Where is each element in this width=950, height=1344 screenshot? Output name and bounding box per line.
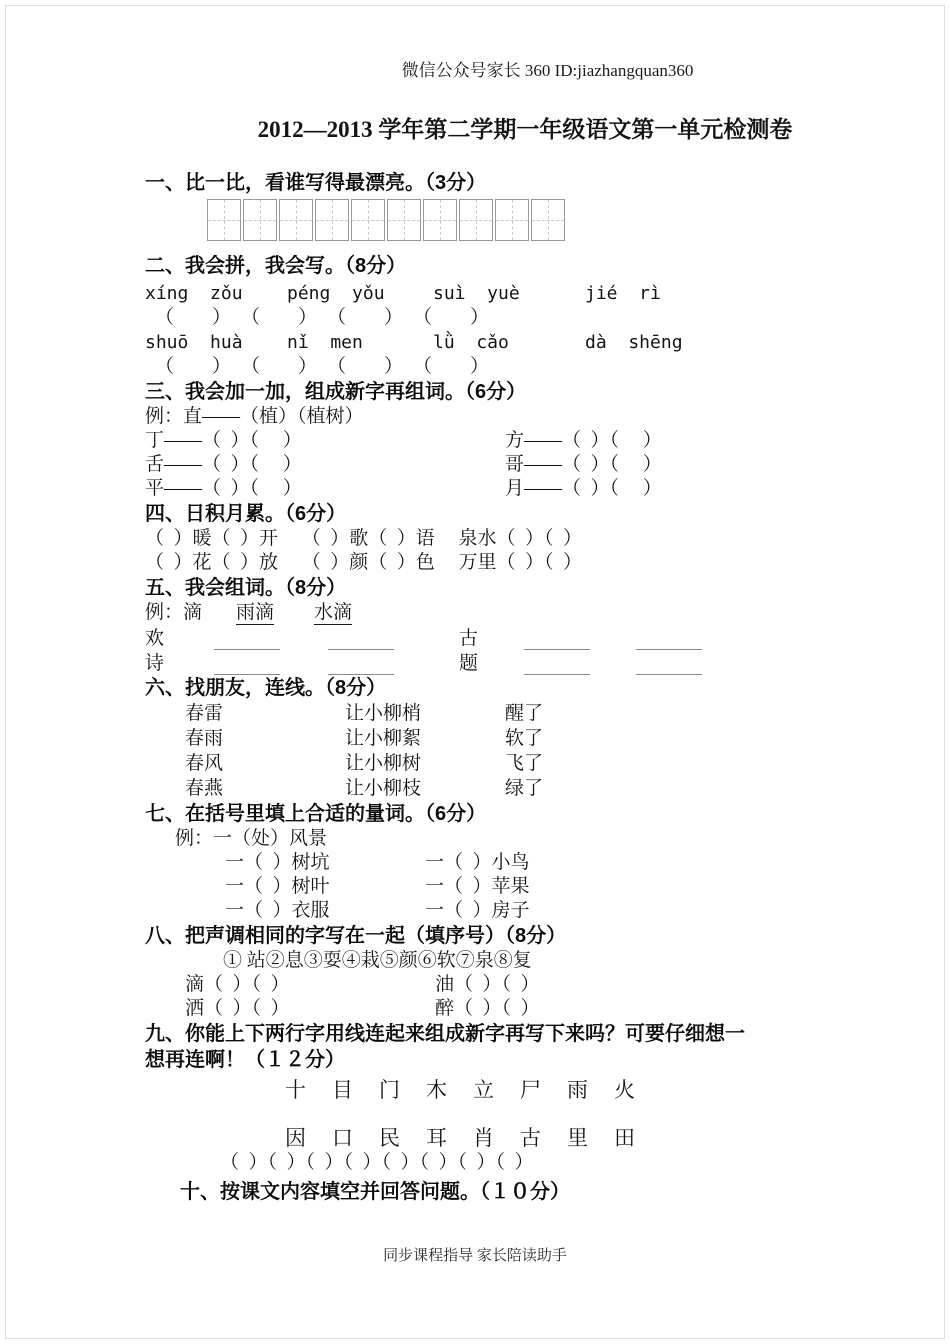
prompt-char: 古 [459, 628, 479, 649]
measure-word-item: 一（ ）树叶 [225, 876, 330, 897]
pinyin-word: suì yuè [433, 283, 520, 304]
page-title: 2012—2013 学年第二学期一年级语文第一单元检测卷 [257, 117, 793, 142]
section8-number-bank: ① 站②息③耍④栽⑤颜⑥软⑦泉⑧复 [223, 950, 532, 971]
match-row [145, 776, 835, 801]
section7-heading: 七、在括号里填上合适的量词。（6分） [145, 803, 487, 825]
section9-heading-line1: 九、你能上下两行字用线连起来组成新字再写下来吗？可要仔细想一 [145, 1023, 745, 1045]
match-right: 飞了 [505, 753, 544, 774]
section7-row [225, 875, 835, 899]
answer-bracket: （ ） [327, 307, 404, 328]
answer-bracket: （ ） [241, 356, 318, 377]
combine-item: 丁——（ ）（ ） [145, 430, 302, 451]
pinyin-word: xíng zǒu [145, 283, 243, 304]
answer-blank [328, 658, 394, 675]
bracket-row-1 [145, 306, 835, 330]
combine-item: 哥——（ ）（ ） [505, 454, 662, 475]
measure-word-item: 一（ ）树坑 [225, 852, 330, 873]
tone-item: 醉（ ）（ ） [435, 998, 540, 1019]
pinyin-word: péng yǒu [287, 283, 385, 304]
pinyin-word: jié rì [585, 283, 661, 304]
section3-row [145, 477, 835, 501]
match-right: 醒了 [505, 703, 544, 724]
tone-item: 洒（ ）（ ） [185, 998, 290, 1019]
combine-item: 方——（ ）（ ） [505, 430, 662, 451]
pinyin-word: shuō huà [145, 332, 243, 353]
section4-line1: （ ）暖（ ）开 （ ）歌（ ）语 泉水（ ）（ ） [145, 528, 583, 549]
match-middle: 让小柳梢 [345, 703, 422, 724]
answer-bracket: （ ） [155, 307, 232, 328]
example-word-underlined: 水滴 [314, 602, 353, 623]
section8-row [185, 997, 835, 1021]
section9-bracket-row: （ ）（ ）（ ）（ ）（ ）（ ）（ ）（ ） [220, 1152, 534, 1173]
match-right: 绿了 [505, 778, 544, 799]
section7-example: 例：一（处）风景 [175, 828, 328, 849]
section3-row [145, 429, 835, 453]
measure-word-item: 一（ ）衣服 [225, 900, 330, 921]
section6-heading: 六、找朋友，连线。（8分） [145, 677, 387, 699]
answer-blank [636, 658, 702, 675]
section4-line2: （ ）花（ ）放 （ ）颜（ ）色 万里（ ）（ ） [145, 552, 583, 573]
writing-grid-cell [279, 199, 313, 241]
answer-blank [328, 633, 394, 650]
match-middle: 让小柳枝 [345, 778, 422, 799]
pinyin-row-1 [145, 281, 835, 306]
section5-example [145, 601, 835, 625]
match-right: 软了 [505, 728, 544, 749]
footer-note: 同步课程指导 家长陪读助手 [383, 1248, 567, 1264]
match-row [145, 751, 835, 776]
writing-grid-cell [423, 199, 457, 241]
section7-row [225, 851, 835, 875]
section8-row [185, 973, 835, 997]
answer-blank [214, 633, 280, 650]
writing-grid-cell [531, 199, 565, 241]
answer-bracket: （ ） [327, 356, 404, 377]
section2-heading: 二、我会拼，我会写。（8分） [145, 255, 407, 277]
section9-heading-line2: 想再连啊！（１２分） [145, 1049, 345, 1071]
match-left: 春雷 [185, 703, 224, 724]
section9-char-row-top: 十 目 门 木 立 尸 雨 火 [285, 1078, 636, 1102]
match-left: 春风 [185, 753, 224, 774]
pinyin-word: dà shēng [585, 332, 683, 353]
section3-example: 例：直——（植）（植树） [145, 406, 364, 427]
writing-grid-cell [495, 199, 529, 241]
combine-item: 平——（ ）（ ） [145, 478, 302, 499]
writing-grid-cell [387, 199, 421, 241]
pinyin-row-2 [145, 330, 835, 355]
answer-bracket: （ ） [241, 307, 318, 328]
section1-heading: 一、比一比，看谁写得最漂亮。（3分） [145, 172, 487, 194]
combine-item: 月——（ ）（ ） [505, 478, 662, 499]
answer-blank [214, 658, 280, 675]
answer-blank [524, 658, 590, 675]
section7-row [225, 899, 835, 923]
measure-word-item: 一（ ）房子 [425, 900, 530, 921]
answer-blank [524, 633, 590, 650]
section5-heading: 五、我会组词。（8分） [145, 577, 347, 599]
prompt-char: 欢 [145, 628, 165, 649]
section5-row [145, 625, 835, 650]
section5-row [145, 650, 835, 675]
match-middle: 让小柳树 [345, 753, 422, 774]
writing-grid-cell [459, 199, 493, 241]
section3-heading: 三、我会加一加，组成新字再组词。（6分） [145, 381, 527, 403]
section8-heading: 八、把声调相同的字写在一起（填序号）（8分） [145, 925, 567, 947]
tone-item: 油（ ）（ ） [435, 974, 540, 995]
writing-grid [207, 199, 835, 241]
answer-bracket: （ ） [413, 307, 490, 328]
example-label: 例：滴 [145, 602, 203, 623]
writing-grid-cell [243, 199, 277, 241]
answer-bracket: （ ） [413, 356, 490, 377]
answer-bracket: （ ） [155, 356, 232, 377]
example-word-underlined: 雨滴 [236, 602, 275, 623]
section10-heading: 十、按课文内容填空并回答问题。（１０分） [180, 1181, 570, 1203]
combine-item: 舌——（ ）（ ） [145, 454, 302, 475]
writing-grid-cell [351, 199, 385, 241]
pinyin-word: lǜ cǎo [433, 332, 509, 353]
measure-word-item: 一（ ）苹果 [425, 876, 530, 897]
answer-blank [636, 633, 702, 650]
pinyin-word: nǐ men [287, 332, 363, 353]
section9-char-row-bottom: 因 口 民 耳 肖 古 里 田 [285, 1126, 636, 1150]
section4-heading: 四、日积月累。（6分） [145, 503, 347, 525]
writing-grid-cell [315, 199, 349, 241]
wechat-header-note: 微信公众号家长 360 ID:jiazhangquan360 [401, 61, 694, 80]
match-row [145, 726, 835, 751]
writing-grid-cell [207, 199, 241, 241]
match-left: 春燕 [185, 778, 224, 799]
prompt-char: 题 [459, 653, 479, 674]
bracket-row-2 [145, 355, 835, 379]
section3-row [145, 453, 835, 477]
prompt-char: 诗 [145, 653, 165, 674]
match-row [145, 701, 835, 726]
measure-word-item: 一（ ）小鸟 [425, 852, 530, 873]
tone-item: 滴（ ）（ ） [185, 974, 290, 995]
match-middle: 让小柳絮 [345, 728, 422, 749]
match-left: 春雨 [185, 728, 224, 749]
